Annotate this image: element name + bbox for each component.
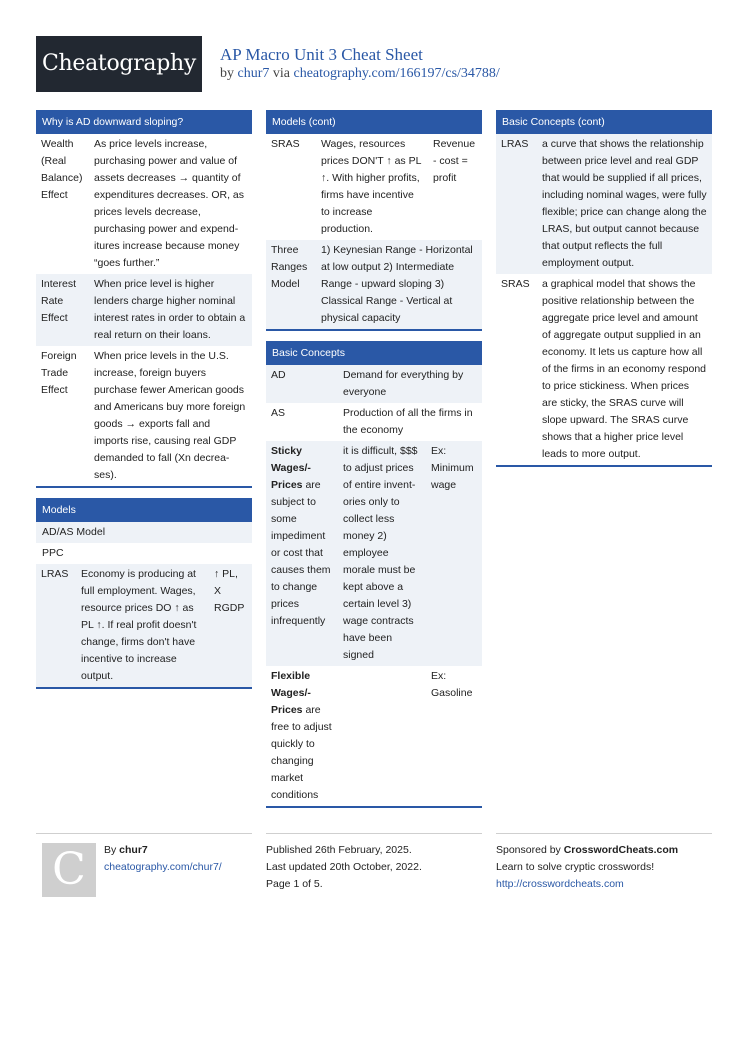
author-info <box>104 842 254 876</box>
sponsor-link[interactable]: http://crosswordcheats.com <box>496 878 624 890</box>
note-cell: Ex: Minimum wage <box>431 445 474 491</box>
table-row <box>266 441 482 666</box>
desc-cell: Production of all the firms in the economy <box>343 407 473 436</box>
term-cell: LRAS <box>501 138 529 150</box>
term-cell: Interest Rate Effect <box>41 278 77 324</box>
term-bold: Sticky Wages/Prices <box>271 445 311 491</box>
note-cell: ↑ PL, X RGDP <box>214 568 245 614</box>
sponsor-tagline: Learn to solve cryptic crosswords! <box>496 861 655 873</box>
desc-cell: a graphical model that shows the positive relationship between the aggregate price level and amount of aggregate output supplied in an economy. It lets us capture how all of the firms in an economy respond to price stickiness. When prices are sticky, the SRAS curve will slope upward. The SRAS curve shows that a higher price level leads to more output. <box>542 278 707 460</box>
term-cell <box>266 668 339 804</box>
desc-cell <box>339 668 427 804</box>
table-row <box>266 240 482 329</box>
desc-cell: 1) Keynesian Range - Horizontal at low output 2) Intermediate Range - upward sloping 3) Classical Range - Vertical at physical capacity <box>321 244 473 324</box>
footer <box>36 833 712 903</box>
updated-date: Last updated 20th October, 2022. <box>266 861 422 873</box>
author-link[interactable]: chur7 <box>237 66 270 81</box>
table-row <box>36 134 252 274</box>
column-3 <box>496 110 712 477</box>
table-row <box>36 564 252 687</box>
models-box <box>36 498 252 689</box>
section-header: Models <box>36 498 252 522</box>
section-header: Basic Concepts <box>266 341 482 365</box>
table-row <box>36 274 252 346</box>
footer-dates <box>266 833 482 893</box>
desc-cell: When price level is higher lenders charge higher nominal interest rates in order to obtain a real return on their loans. <box>94 278 246 341</box>
sponsor-prefix: Sponsored by <box>496 844 564 856</box>
desc-cell: When price levels in the U.S. increase, foreign buyers purchase fewer American goods and Americans buy more foreign goods → exports fall and imports rise, causing real GDP demanded to fall (Xn decreases). <box>94 350 246 481</box>
page-number: Page 1 of 5. <box>266 878 323 890</box>
byline <box>220 64 500 84</box>
desc-cell: Wages, resources prices DON'T ↑ as PL ↑. With higher profits, firms have incentive to increase production. <box>321 138 422 235</box>
term-rest: are free to adjust quickly to changing market conditions <box>271 704 332 801</box>
basic-concepts-box <box>266 341 482 808</box>
sponsor-line <box>496 842 712 859</box>
desc-cell: As price levels increase, purchasing power and value of assets decreases → quantity of expenditures decreases. OR, as prices levels decrease, purchasing power and expenditures increase because money “goes further.” <box>94 138 244 269</box>
term-cell <box>266 443 339 664</box>
footer-author <box>36 833 252 895</box>
table-row <box>266 403 482 441</box>
column-2 <box>266 110 482 818</box>
section-header: Models (cont) <box>266 110 482 134</box>
desc-cell: Economy is producing at full employment. Wages, resource prices DO ↑ as PL ↑. If real profit doesn't change, firms don't have incentive to increase output. <box>81 568 197 682</box>
via-text: via <box>269 66 294 81</box>
cheatography-logo[interactable]: Cheatography <box>36 36 202 92</box>
table-row <box>266 134 482 240</box>
desc-cell: a curve that shows the relationship between price level and real GDP that would be supplied if all prices, including nominal wages, were fully flexible; price can change along the LRAS, but output cannot because that output reflects the full employment output. <box>542 138 707 269</box>
by-prefix: by <box>220 66 238 81</box>
models-cont-box <box>266 110 482 331</box>
column-1 <box>36 110 252 699</box>
term-cell: Foreign Trade Effect <box>41 350 77 396</box>
ad-sloping-box <box>36 110 252 488</box>
term-rest: are subject to some impediment or cost that causes them to change prices infrequently <box>271 479 331 627</box>
author-profile-link[interactable]: cheatography.com/chur7/ <box>104 861 222 873</box>
term-cell: Wealth (Real Balance) Effect <box>41 138 83 201</box>
by-label: By <box>104 844 120 856</box>
avatar[interactable]: C <box>42 843 96 897</box>
published-date: Published 26th February, 2025. <box>266 844 412 856</box>
term-cell: Three Ranges Model <box>271 244 308 290</box>
table-row <box>36 346 252 486</box>
term-bold: Flexible Wages/Prices <box>271 670 311 716</box>
term-cell: LRAS <box>41 568 69 580</box>
table-row <box>266 666 482 806</box>
sponsor-name[interactable]: CrosswordCheats.com <box>563 844 679 856</box>
note-cell: Revenue - cost = profit <box>433 138 476 184</box>
list-item: AD/AS Model <box>36 522 252 543</box>
term-cell: SRAS <box>271 138 300 150</box>
table-row <box>496 274 712 465</box>
term-cell: AS <box>271 407 286 419</box>
table-row <box>266 365 482 403</box>
section-header: Why is AD downward sloping? <box>36 110 252 134</box>
section-header: Basic Concepts (cont) <box>496 110 712 134</box>
desc-cell: it is difficult, $$$ to adjust prices of entire inventories only to collect less money 2) employee morale must be kept above a certain level 3) wage contracts have been signed <box>343 445 418 661</box>
footer-sponsor <box>496 833 712 893</box>
sheet-url-link[interactable]: cheatography.com/166197/cs/34788/ <box>293 66 500 81</box>
list-item: PPC <box>42 547 64 559</box>
basic-concepts-cont-box <box>496 110 712 467</box>
desc-cell: Demand for everything by everyone <box>343 369 464 398</box>
table-row <box>496 134 712 274</box>
note-cell: Ex: Gasoline <box>431 670 473 699</box>
footer-author-name[interactable]: chur7 <box>119 844 148 856</box>
page-title: AP Macro Unit 3 Cheat Sheet <box>220 45 423 64</box>
author-line <box>104 842 254 859</box>
term-cell: SRAS <box>501 278 530 290</box>
term-cell: AD <box>271 369 286 381</box>
